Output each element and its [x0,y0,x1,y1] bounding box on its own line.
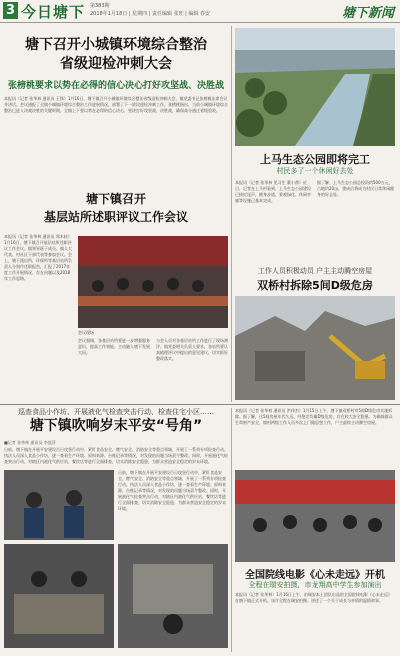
patrol-photo-1 [4,470,114,540]
film-photo [235,470,395,562]
story2-body-mid: 会议强调，各基层站所要进一步增强服务意识，提高工作效能，主动融入塘下发展大局。 [78,338,150,355]
meeting-photo [78,236,228,328]
park-headline: 上马生态公园即将完工 [260,153,370,166]
demolish-body: 本报讯（记者 张华林 通讯员 洪伟杰）1月15日上午，塘下镇双桥村对5间D级危房实施拆除。据了解，这5间房屋年代久远，经鉴定均属D级危房，存在较大安全隐患。为确保群众生命财产安全，镇村两级工作人员多次上门做思想工作，户主最终主动腾空房屋。 [235,408,393,425]
issue-number: 第383期 [90,3,110,9]
story2-headline [4,190,228,226]
lead-subtitle: 张榜桃要求以势在必得的信心决心打好攻坚战、决胜战 [7,81,224,91]
story2-title-line1: 塘下镇召开 [85,192,146,206]
film-subtitle: 全程在瑞安拍摄，市龙翔高中学生参加演出 [248,581,382,589]
patrol-intro: 日前，塘下镇在开展平安建设百日攻坚行动中，紧盯食品安全、燃气安全、消防安全等重点领域，开展了一系列专项检查行动。执法人员深入食品小作坊，逐一查看生产环境、原料来源、台账记录等情况，对发现的问题当场责令整改。同时，开展液化气检查突击行动，对辖区内液化气供应站、餐饮店等进行全面排查，切实消除安全隐患，为群众营造安全稳定的岁末环境。 [4,447,228,464]
lead-title-line2: 省级迎检冲刺大会 [60,56,172,72]
meeting-photo-caption: 会议现场 [78,330,94,335]
film-headline: 全国院线电影《心未走远》开机 [245,570,385,581]
patrol-kicker: 巡查食品小作坊、开展液化气检查突击行动、检查住宅小区…… [18,408,214,416]
column-divider-bottom [231,408,232,652]
page-number: 3 [3,2,18,19]
patrol-byline: ■记者 张华林 通讯员 李莲萍 [4,440,56,445]
column-divider [231,26,232,402]
patrol-photo-3 [118,544,228,648]
patrol-headline: 塘下镇吹响岁末平安“号角” [29,418,203,434]
park-body-right: 据了解，上马生态公园总投资约500万元，占地约20亩，建成后将成为村民日常休闲健身的好去处。 [317,180,395,197]
demolish-kicker: 工作人员积极动员 户主主动腾空房屋 [257,267,373,275]
section-title: 今日塘下 [21,3,86,21]
park-body-left: 本报讯（记者 张华林 见习生 董小茜）近日，记者在上马村看到，上马生态公园建设已接近尾声，健身步道、景观绿化、休闲亭廊等设施已基本完成。 [235,180,311,203]
story2-title-line2: 基层站所述职评议工作会议 [43,210,188,224]
masthead-logo: 塘下新闻 [341,6,394,21]
park-photo [235,28,395,146]
lead-body: 本报讯（记者 张华林 通讯员 王锋）1月16日，塘下镇召开小城镇环境综合整治省级迎检冲刺大会。镇党委书记张榜桃出席会议并讲话。会议通报了全镇小城镇环境综合整治工作进展情况，部署了下一阶段迎检冲刺工作。张榜桃指出，当前小城镇环境综合整治已进入决战决胜的关键时期，全镇上下要以势在必得的信心决心，坚决打好攻坚战、决胜战，确保高分通过省级验收。 [4,96,228,113]
story2-body-left: 本报讯（记者 张华林 通讯员 郑木桂）1月16日，塘下镇召开基层站所述职评议工作会议。镇领导班子成员、镇人大代表、村社区干部代表等参加会议。会上，塘下派出所、环保所等基层站所负责人分别作述职报告，汇报了2017年度工作开展情况、存在问题以及2018年工作思路。 [4,234,72,281]
film-body: 本报讯（记者 张华林）1月16日上午，由瑞安本土团队出品的全国院线电影《心未走远》在塘下镇正式开机。该片全程在瑞安拍摄，讲述了一个关于成长与亲情的温情故事。 [235,592,392,603]
section-divider [0,404,400,405]
page-header [0,0,400,23]
patrol-photo-2 [4,544,114,648]
lead-title-line1: 塘下召开小城镇环境综合整治 [25,37,207,53]
demolish-headline: 双桥村拆除5间D级危房 [257,279,373,292]
patrol-body-col: 日前，塘下镇在开展平安建设百日攻坚行动中，紧盯食品安全、燃气安全、消防安全等重点领域，开展了一系列专项检查行动。执法人员深入食品小作坊，逐一查看生产环境、原料来源、台账记录等情况，对发现的问题当场责令整改。同时，开展液化气检查突击行动，对辖区内液化气供应站、餐饮店等进行全面排查，切实消除安全隐患，为群众营造安全稳定的岁末环境。 [118,470,226,511]
story2-body-right: 与会人员对各基层站所工作进行了现场测评。镇党委相关负责人要求，各站所要认真梳理评议中提出的意见建议，切实抓好整改落实。 [156,338,228,361]
lead-headline [4,36,228,74]
demolish-photo [235,296,395,400]
date-line: 2018年1月18日 | 星期四 | 责任编辑 张旺 | 编辑 春安 [90,11,211,17]
park-subtitle: 村民多了一个休闲好去处 [276,167,354,175]
